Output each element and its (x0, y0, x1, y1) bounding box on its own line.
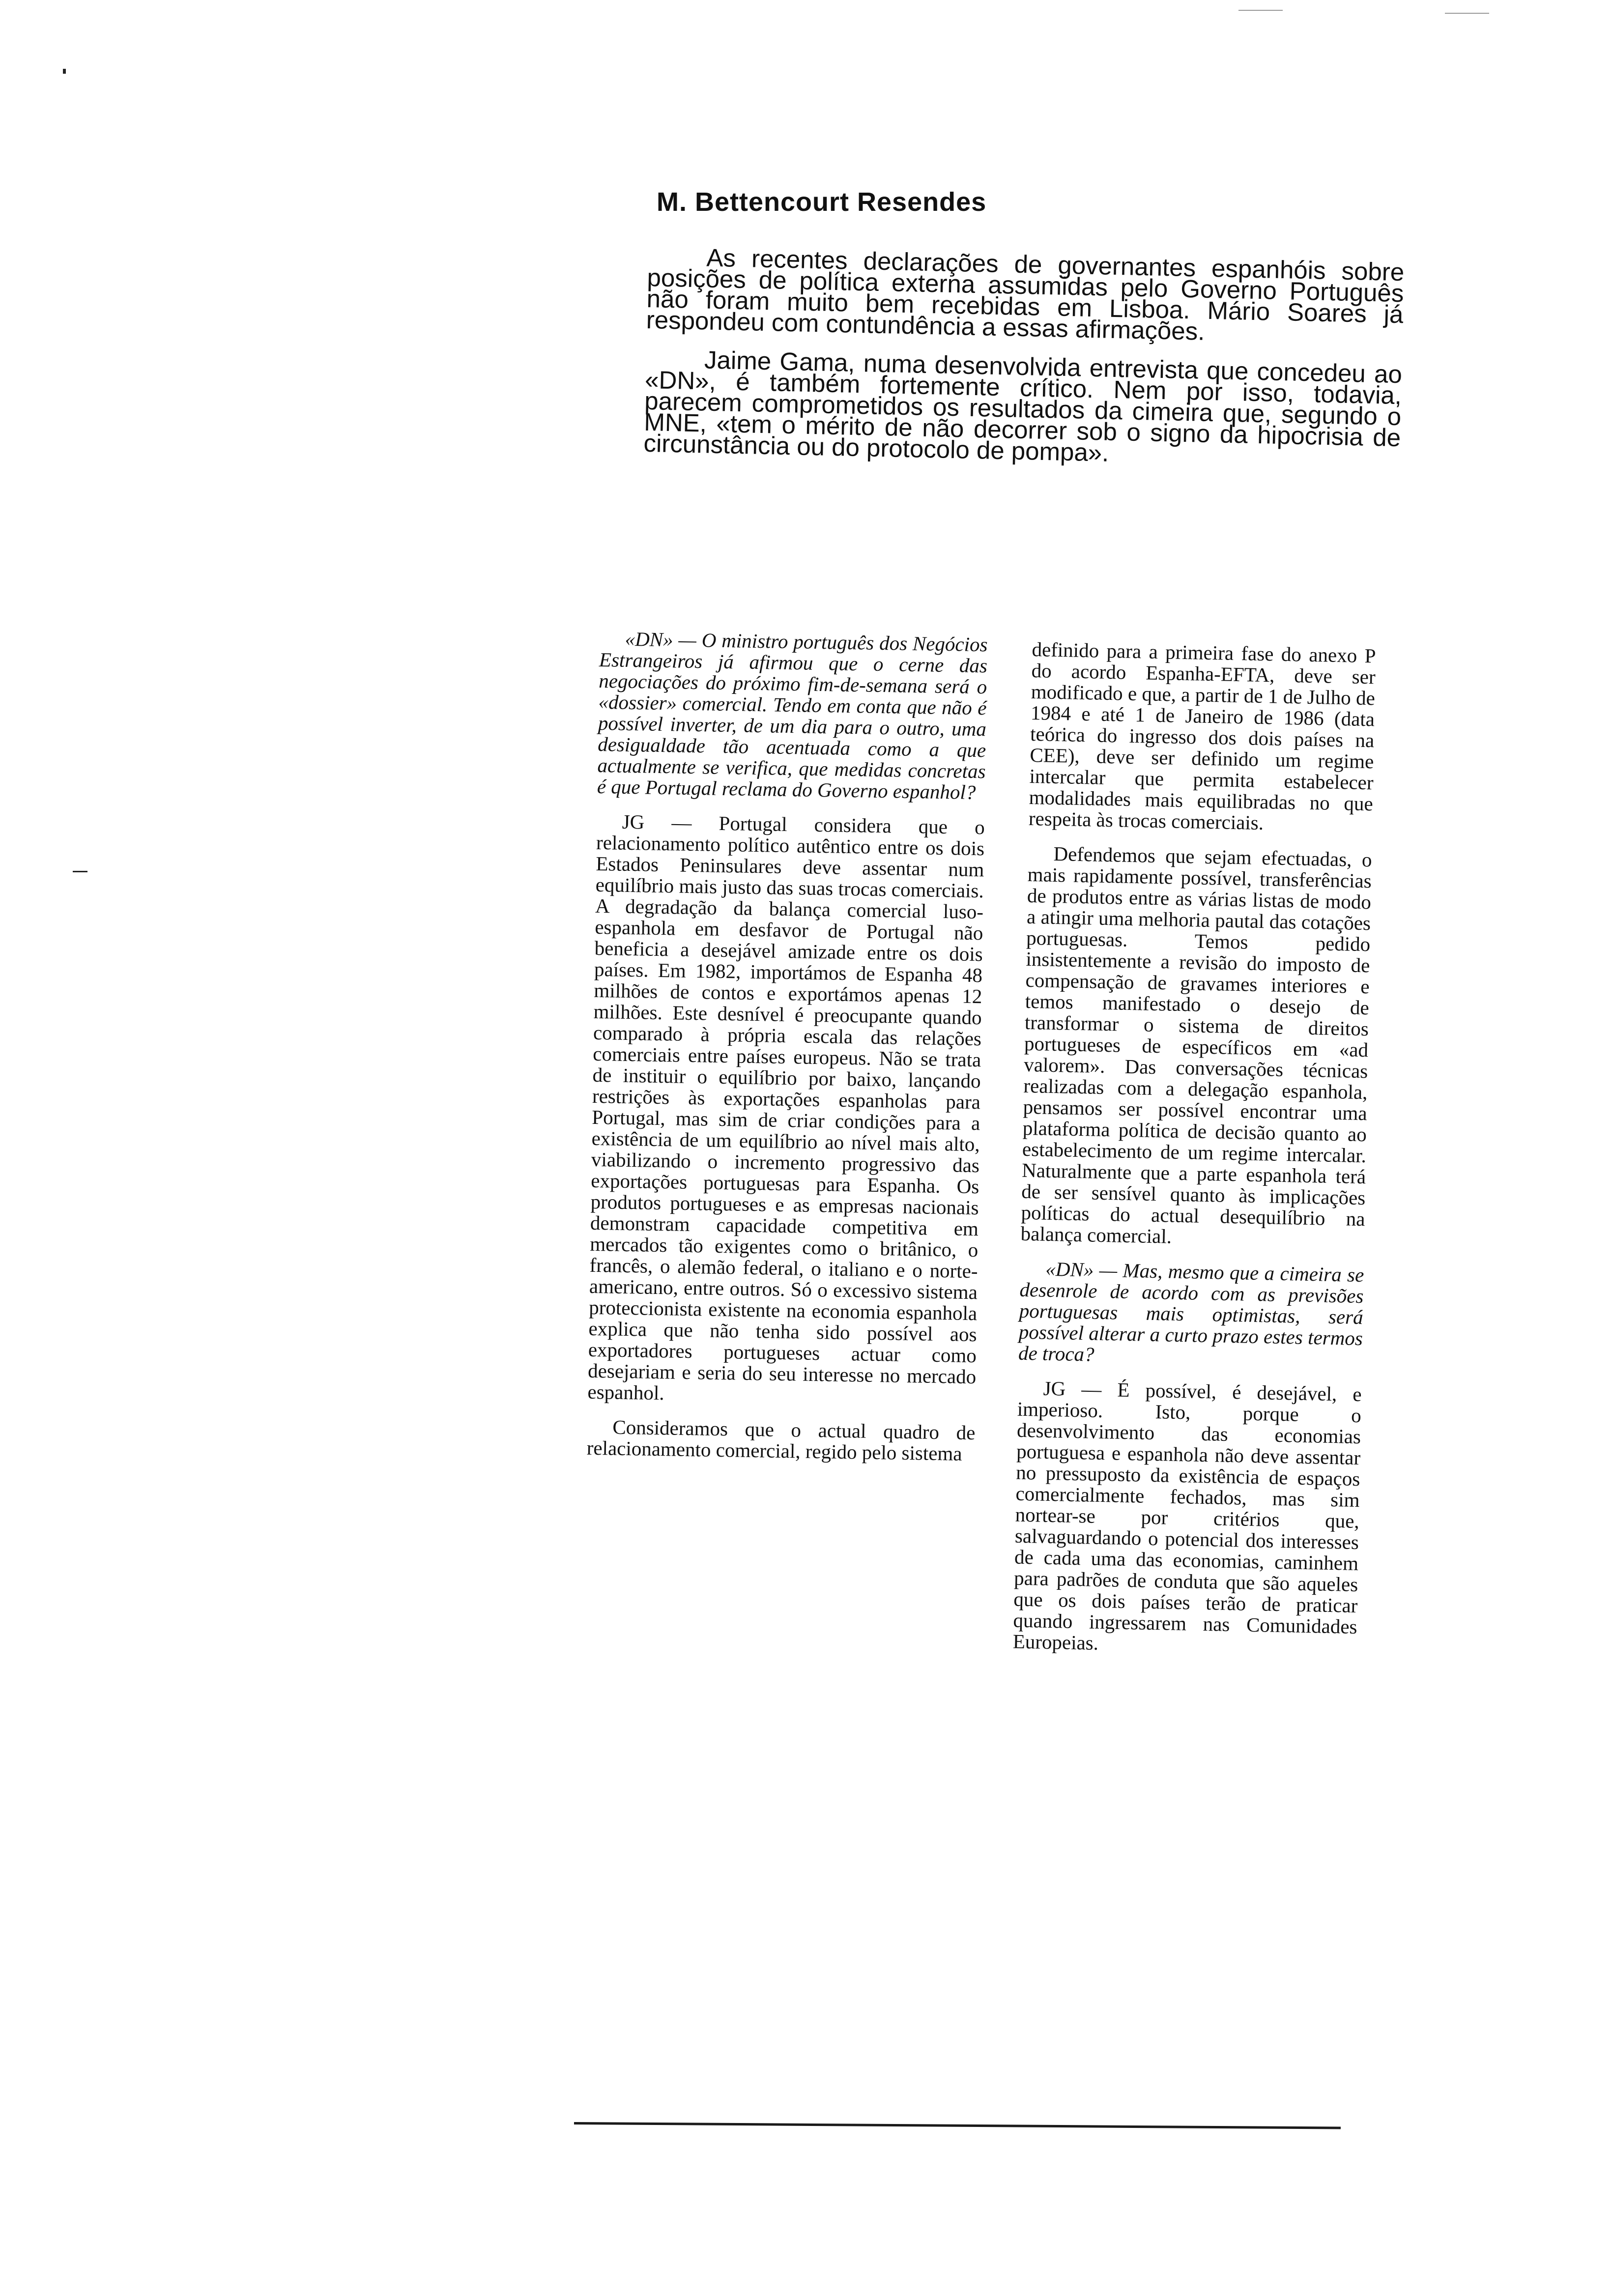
scan-speck (63, 69, 66, 74)
lead-paragraph: As recentes declarações de governantes espanhóis sobre posições de política externa assumidas pelo Governo Português não foram muito bem recebidas em Lisboa. Mário Soares já respondeu com contundência a essas afirmações. (646, 243, 1405, 345)
right-column (1012, 639, 1376, 1672)
interview-answer: Consideramos que o actual quadro de relacionamento comercial, regido pelo sistema (586, 1415, 976, 1465)
scan-line-top-2 (1445, 13, 1489, 14)
interview-question: «DN» — O ministro português dos Negócios Estrangeiros já afirmou que o cerne das negociações do próximo fim-de-semana será o «dossier» comercial. Tendo em conta que não é possível inverter, de um dia para o outro, uma desigualdade tão acentuada como a que actualmente se verifica, que medidas concretas é que Portugal reclama do Governo espanhol? (597, 627, 988, 804)
interview-answer: JG — Portugal considera que o relacionamento político autêntico entre os dois Estados Peninsulares deve assentar num equilíbrio mais justo das suas trocas comerciais. A degradação da balança comercial luso-espanhola em desfavor de Portugal não beneficia a desejável amizade entre os dois países. Em 1982, importámos de Espanha 48 milhões de contos e exportámos apenas 12 milhões. Este desnível é preocupante quando comparado à própria escala das relações comerciais entre países europeus. Não se trata de instituir o equilíbrio por baixo, lançando restrições às exportações espanholas para Portugal, mas sim de criar condições para a existência de um equilíbrio ao nível mais alto, viabilizando o incremento progressivo das exportações portuguesas para Espanha. Os produtos portugueses e as empresas nacionais demonstram capacidade competitiva em mercados tão exigentes como o britânico, o francês, o alemão federal, o italiano e o norte-americano, entre outros. Só o excessivo sistema proteccionista existente na economia espanhola explica que não tenha sido possível aos exportadores portugueses actuar como desejariam e seria do seu interesse no mercado espanhol. (587, 810, 985, 1405)
bottom-rule (574, 2122, 1341, 2129)
interview-question: «DN» — Mas, mesmo que a cimeira se desenrole de acordo com as previsões portuguesas mais optimistas, será possível alterar a curto prazo estes termos de troca? (1018, 1257, 1364, 1366)
byline: M. Bettencourt Resendes (657, 187, 987, 217)
interview-answer: definido para a primeira fase do anexo P do acordo Espanha-EFTA, deve ser modificado e que, a partir de 1 de Julho de 1984 e até 1 de Janeiro de 1986 (data teórica do ingresso dos dois países na CEE), deve ser definido um regime intercalar que permita estabelecer modalidades mais equilibradas no que respeita às trocas comerciais. (1028, 638, 1376, 834)
lead-paragraphs (643, 243, 1405, 487)
interview-answer: JG — É possível, é desejável, e imperioso. Isto, porque o desenvolvimento das economias portuguesa e espanhola não deve assentar no pressuposto da existência de espaços comercialmente fechados, mas sim nortear-se por critérios que, salvaguardando o potencial dos interesses de cada uma das economias, caminhem para padrões de conduta que são aqueles que os dois países terão de praticar quando ingressarem nas Comunidades Europeias. (1012, 1377, 1362, 1654)
scan-line-top (1238, 10, 1283, 11)
scan-dash (73, 871, 87, 872)
left-column (586, 628, 988, 1478)
lead-paragraph: Jaime Gama, numa desenvolvida entrevista que concedeu ao «DN», é também fortemente crítico. Nem por isso, todavia, parecem comprometidos os resultados da cimeira que, segundo o MNE, «tem o mérito de não decorrer sob o signo da hipocrisia de circunstância ou do protocolo de pompa». (643, 345, 1403, 467)
interview-answer: Defendemos que sejam efectuadas, o mais rapidamente possível, transferências de produtos entre as várias listas de modo a atingir uma melhoria pautal das cotações portuguesas. Temos pedido insistentemente a revisão do imposto de compensação de gravames interiores e temos manifestado o desejo de transformar o sistema de direitos portugueses de específicos em «ad valorem». Das conversações técnicas realizadas com a delegação espanhola, pensamos ser possível encontrar uma plataforma política de decisão quanto ao estabelecimento de um regime intercalar. Naturalmente que a parte espanhola terá de ser sensível quanto às implicações políticas do actual desequilíbrio na balança comercial. (1020, 842, 1372, 1248)
